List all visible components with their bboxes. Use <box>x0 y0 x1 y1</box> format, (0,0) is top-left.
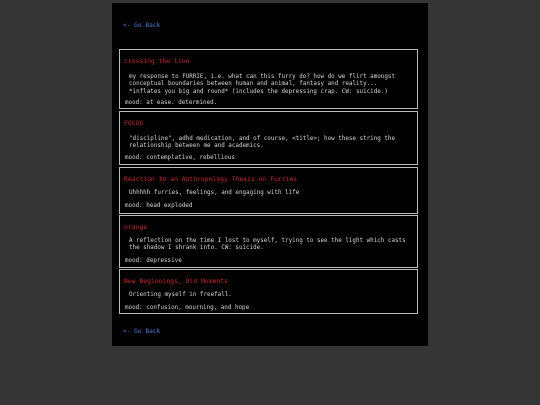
entry-title[interactable]: Reaction to an Anthropology Thesis on Furries <box>124 175 298 183</box>
entry-title[interactable]: orange <box>124 223 148 231</box>
entry-mood: mood: depressive <box>125 258 182 264</box>
entry-card-crossing-the-line[interactable] <box>119 49 418 109</box>
entry-description: my response to FURRIE, i.e. what can this furry do? how do we flirt amongst conceptual boundaries between human and animal, fantasy and reality... *inflates you big and round* (includes the depressing crap. CW: suicide.) <box>129 74 395 95</box>
entry-mood: mood: contemplative, rebellious <box>125 155 235 161</box>
entry-card-new-beginnings[interactable] <box>119 269 418 314</box>
entry-card-focus[interactable] <box>119 111 418 165</box>
entry-mood: mood: confusion, mourning, and hope <box>125 305 250 311</box>
go-back-link-top[interactable]: <- Go Back <box>123 22 161 29</box>
entry-title[interactable]: crossing the line <box>124 57 190 65</box>
entry-description: "discipline", adhd medication, and of course, <title>; how these string the relationship between me and academics. <box>129 136 395 150</box>
entry-description: A reflection on the time I lost to myself, trying to see the light which casts the shadow I shrank into. CW: suicide. <box>129 238 406 252</box>
entry-description: Uhhhhh furries, feelings, and engaging with life <box>129 190 300 196</box>
entry-mood: mood: at ease. determined. <box>125 100 218 106</box>
main-panel <box>112 3 428 346</box>
entry-card-orange[interactable] <box>119 215 418 268</box>
entry-title[interactable]: FOCUS <box>124 119 144 127</box>
entry-description: Orienting myself in freefall. <box>129 292 232 298</box>
entry-title[interactable]: New Beginnings, Old Moments <box>124 277 228 285</box>
entry-card-anthropology-thesis[interactable] <box>119 167 418 214</box>
go-back-link-bottom[interactable]: <- Go Back <box>123 328 161 335</box>
entry-mood: mood: head exploded <box>125 203 193 209</box>
